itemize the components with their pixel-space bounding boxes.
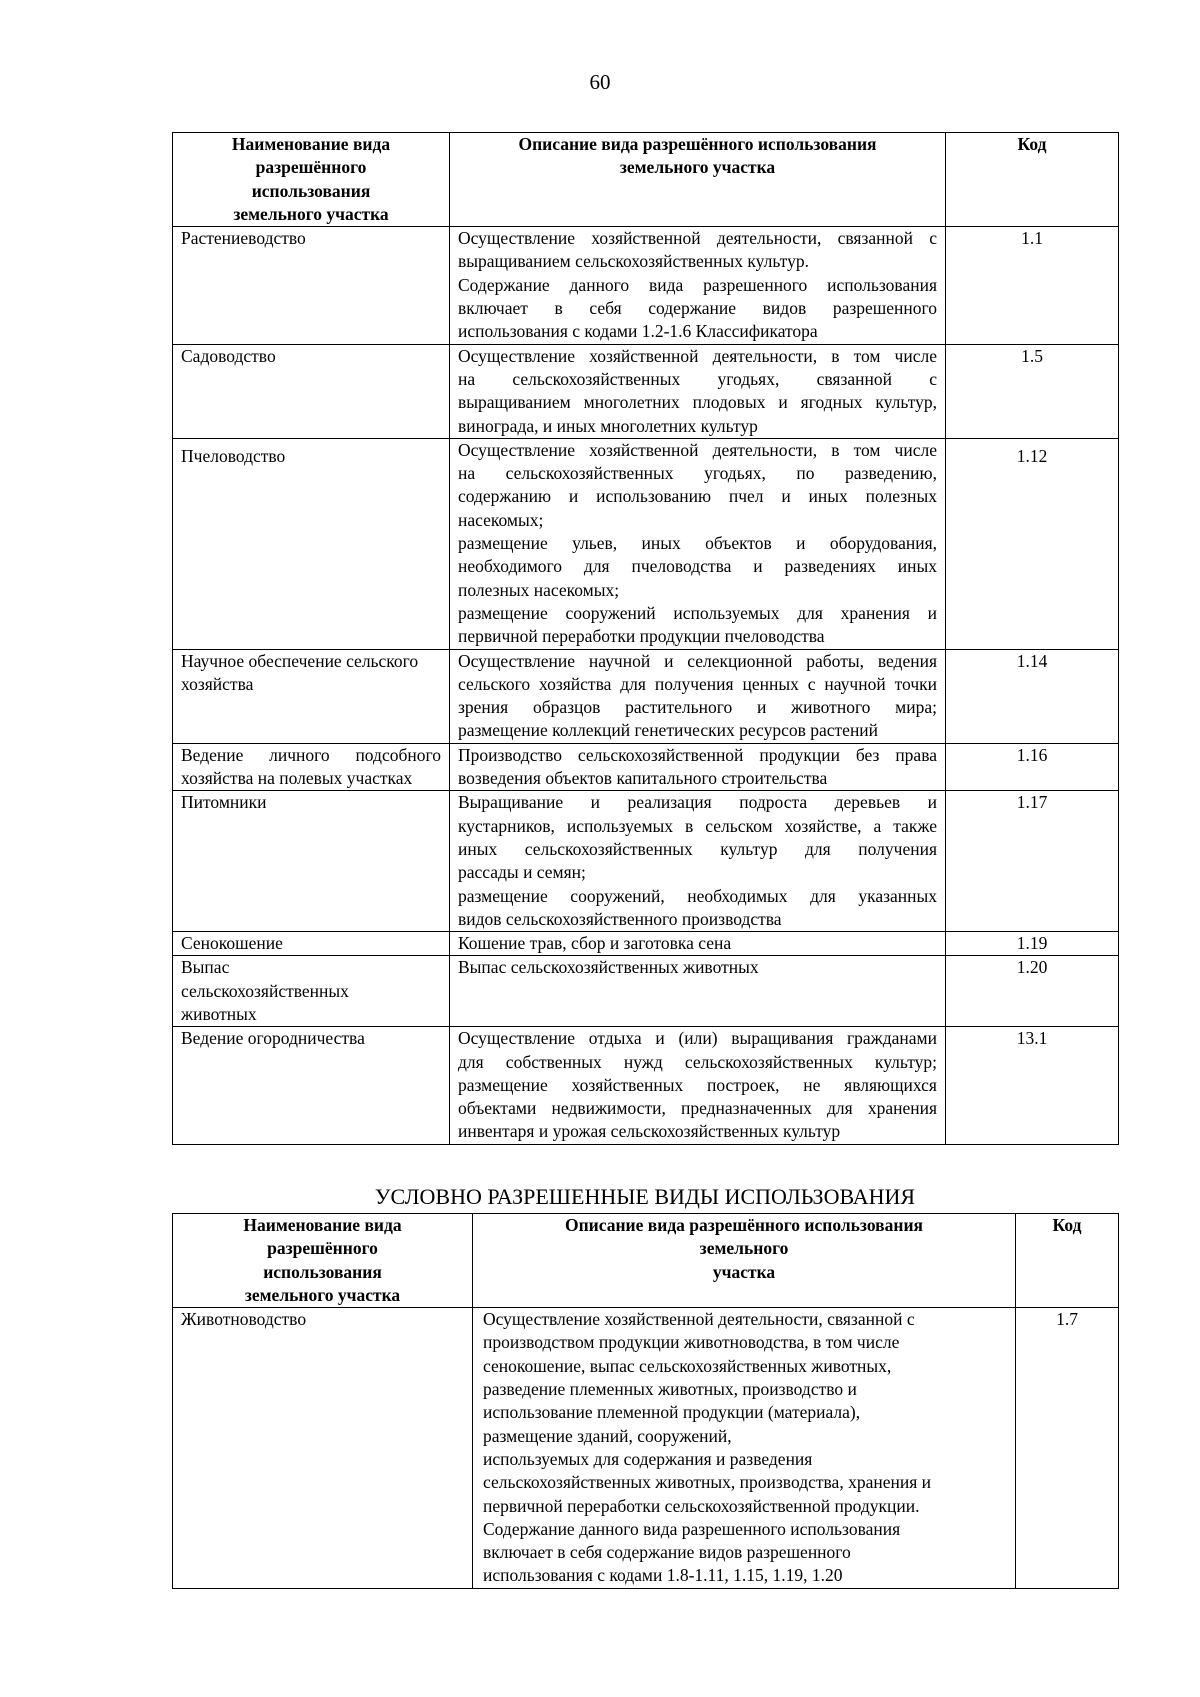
row-description [450, 438, 946, 649]
header-name-line: земельного участка [233, 203, 389, 224]
row-name [173, 227, 450, 344]
header-name-line: разрешённого [267, 1238, 378, 1259]
table-row [173, 227, 1119, 344]
row-description [473, 1308, 1016, 1589]
row-code: 1.20 [946, 956, 1119, 1027]
row-name-line: Сенокошение [181, 933, 283, 954]
row-description-line: винограда, и иных многолетних культур [458, 415, 758, 436]
row-description-line: Кошение трав, сбор и заготовка сена [458, 933, 732, 954]
header-name-line: использования [251, 180, 371, 201]
row-description-line: сельского хозяйства для получения ценных с научной точки [458, 673, 937, 694]
header-description [473, 1214, 1016, 1308]
row-code: 1.17 [946, 791, 1119, 932]
section-title: УСЛОВНО РАЗРЕШЕННЫЕ ВИДЫ ИСПОЛЬЗОВАНИЯ [374, 1184, 916, 1209]
header-code: Код [1016, 1214, 1119, 1308]
row-description-line: возведения объектов капитального строительства [458, 768, 828, 789]
row-description-line: на сельскохозяйственных угодьях, по разведению, [458, 463, 937, 484]
row-description [450, 791, 946, 932]
row-name [173, 956, 450, 1027]
row-name [173, 1308, 473, 1589]
row-description-line: размещение ульев, иных объектов и оборудования, [458, 533, 937, 554]
row-code: 1.5 [946, 344, 1119, 438]
row-description-line: первичной переработки продукции пчеловодства [458, 626, 825, 647]
row-description-line: Осуществление отдыха и (или) выращивания гражданами [458, 1028, 937, 1049]
row-description [450, 932, 946, 956]
row-description-line: сенокошение, выпас сельскохозяйственных животных, [483, 1355, 892, 1376]
row-name-line: хозяйства на полевых участках [181, 768, 413, 789]
row-name-line: Ведение личного подсобного [181, 744, 441, 765]
row-description-line: выращиванием сельскохозяйственных культур. [458, 251, 809, 272]
row-name-line: хозяйства [181, 673, 254, 694]
header-name-line: использования [263, 1261, 382, 1282]
row-name-line: Пчеловодство [181, 445, 286, 466]
row-description-line: включает в себя содержание видов разрешенного [458, 298, 937, 319]
header-description-line: земельного участка [619, 157, 776, 178]
row-description-line: зрения образцов растительного и животного мира; [458, 697, 937, 718]
row-description-line: размещение сооружений, необходимых для указанных [458, 885, 937, 906]
row-description-line: видов сельскохозяйственного производства [458, 908, 782, 929]
row-description-line: Выпас сельскохозяйственных животных [458, 957, 759, 978]
row-description-line: использования с кодами 1.2-1.6 Классификатора [458, 321, 818, 342]
table-row [173, 743, 1119, 791]
table-row [173, 1308, 1119, 1589]
conditionally-permitted-uses-table [172, 1213, 1119, 1589]
row-description-line: на сельскохозяйственных угодьях, связанной с [458, 368, 937, 389]
row-code: 1.19 [946, 932, 1119, 956]
table-row [173, 438, 1119, 649]
table-row [173, 791, 1119, 932]
header-name-line: Наименование вида [231, 134, 391, 154]
row-description-line: включает в себя содержание видов разрешенного [483, 1542, 851, 1563]
row-code: 1.14 [946, 649, 1119, 743]
row-name-line: Выпас [181, 957, 230, 978]
row-name [173, 438, 450, 649]
row-name-line: Питомники [181, 792, 267, 813]
row-name-line: Садоводство [181, 345, 276, 366]
row-name-line: Ведение огородничества [181, 1028, 365, 1049]
row-code: 1.1 [946, 227, 1119, 344]
row-description-line: использования с кодами 1.8-1.11, 1.15, 1.19, 1.20 [483, 1565, 843, 1586]
row-description-line: Осуществление хозяйственной деятельности, в том числе [458, 345, 937, 366]
table-row [173, 932, 1119, 956]
row-description-line: содержанию и использованию пчел и иных полезных [458, 486, 937, 507]
header-name [173, 133, 450, 227]
header-description-line: участка [712, 1261, 776, 1282]
row-description-line: Производство сельскохозяйственной продукции без права [458, 744, 937, 765]
page-number: 60 [589, 70, 611, 94]
row-description-line: производством продукции животноводства, в том числе [483, 1332, 900, 1353]
row-description-line: выращиванием многолетних плодовых и ягодных культур, [458, 392, 937, 413]
row-description-line: Содержание данного вида разрешенного использования [458, 274, 937, 295]
row-name-line: Животноводство [181, 1309, 307, 1330]
row-description-line: кустарников, используемых в сельском хозяйстве, а также [458, 815, 937, 836]
permitted-uses-table [172, 132, 1119, 1145]
row-description-line: необходимого для пчеловодства и разведениях иных [458, 556, 937, 577]
row-description-line: Осуществление хозяйственной деятельности, связанной с [458, 228, 937, 249]
row-code: 1.12 [946, 438, 1119, 649]
row-description [450, 956, 946, 1027]
row-description [450, 344, 946, 438]
header-code: Код [946, 133, 1119, 227]
table-header-row [173, 1214, 1119, 1308]
row-description-line: объектами недвижимости, предназначенных для хранения [458, 1098, 937, 1119]
row-description-line: иных сельскохозяйственных культур для получения [458, 838, 937, 859]
row-description-line: Осуществление хозяйственной деятельности, в том числе [458, 439, 937, 460]
row-description [450, 227, 946, 344]
header-name-line: Наименование вида [243, 1215, 402, 1235]
row-description [450, 649, 946, 743]
row-description-line: Осуществление хозяйственной деятельности, связанной с [483, 1309, 915, 1330]
header-name-line: земельного участка [244, 1284, 401, 1305]
row-description-line: полезных насекомых; [458, 579, 620, 600]
row-code: 1.16 [946, 743, 1119, 791]
row-description-line: размещение сооружений используемых для хранения и [458, 602, 937, 623]
row-name [173, 1027, 450, 1144]
header-name-line: разрешённого [255, 157, 367, 178]
row-description-line: разведение племенных животных, производство и [483, 1379, 857, 1400]
row-description [450, 743, 946, 791]
row-description-line: насекомых; [458, 509, 544, 530]
header-description-line: Описание вида разрешённого использования [564, 1215, 924, 1235]
row-description-line: размещение зданий, сооружений, [483, 1425, 732, 1446]
row-description-line: сельскохозяйственных животных, производства, хранения и [483, 1472, 931, 1493]
row-description-line: рассады и семян; [458, 862, 586, 883]
row-name [173, 649, 450, 743]
row-code: 1.7 [1016, 1308, 1119, 1589]
header-description-line: земельного [699, 1238, 789, 1259]
row-name-line: животных [181, 1003, 257, 1024]
table-row [173, 344, 1119, 438]
row-name-line: Растениеводство [181, 228, 306, 249]
table-row [173, 649, 1119, 743]
row-description-line: Содержание данного вида разрешенного использования [483, 1518, 901, 1539]
row-description-line: Выращивание и реализация подроста деревьев и [458, 792, 937, 813]
row-name-line: Научное обеспечение сельского [181, 650, 419, 671]
row-description-line: использование племенной продукции (материала), [483, 1402, 861, 1423]
row-description-line: для собственных нужд сельскохозяйственных культур; [458, 1051, 937, 1072]
row-description-line: Осуществление научной и селекционной работы, ведения [458, 650, 937, 671]
header-description-line: Описание вида разрешённого использования [518, 134, 877, 154]
row-name-line: сельскохозяйственных [181, 980, 349, 1001]
row-description [450, 1027, 946, 1144]
row-name [173, 932, 450, 956]
row-description-line: размещение коллекций генетических ресурсов растений [458, 720, 879, 741]
row-description-line: первичной переработки сельскохозяйственной продукции. [483, 1495, 920, 1516]
header-name [173, 1214, 473, 1308]
table-row [173, 956, 1119, 1027]
table-header-row [173, 133, 1119, 227]
row-code: 13.1 [946, 1027, 1119, 1144]
table-row [173, 1027, 1119, 1144]
row-name [173, 344, 450, 438]
row-description-line: инвентаря и урожая сельскохозяйственных культур [458, 1121, 841, 1142]
row-description-line: размещение хозяйственных построек, не являющихся [458, 1074, 937, 1095]
header-description [450, 133, 946, 227]
row-name [173, 791, 450, 932]
row-description-line: используемых для содержания и разведения [483, 1448, 813, 1469]
row-name [173, 743, 450, 791]
